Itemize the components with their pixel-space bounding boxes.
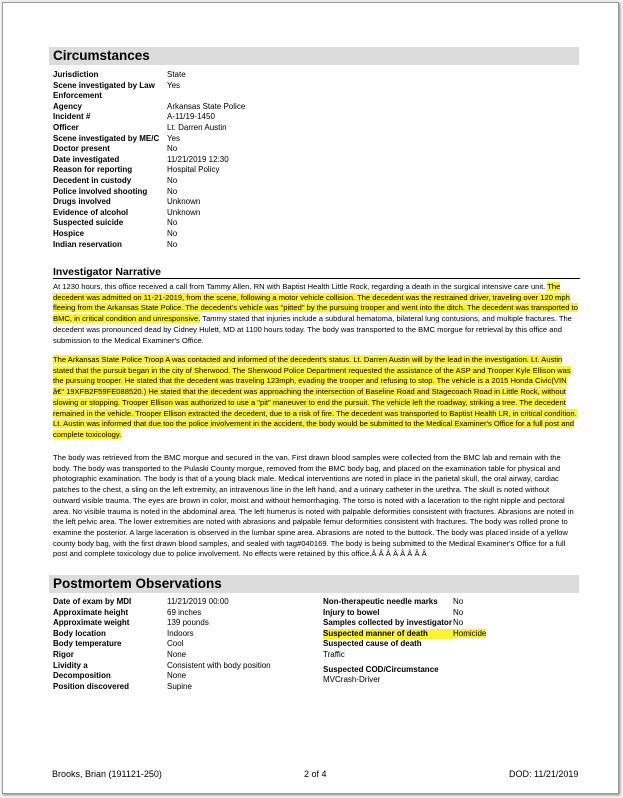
field-value: Yes (167, 80, 181, 90)
field-row (53, 197, 313, 208)
field-value: No (453, 597, 464, 606)
field-value: No (453, 607, 464, 617)
field-row (53, 671, 313, 682)
circumstances-header: Circumstances (49, 47, 579, 65)
field-row (323, 597, 573, 608)
field-label: Date investigated (53, 154, 120, 164)
field-value: No (167, 186, 178, 196)
field-label: Suspected suicide (53, 218, 124, 228)
field-label: Doctor present (53, 144, 110, 154)
field-value: Consistent with body position (167, 660, 271, 670)
field-value: No (167, 218, 178, 228)
field-row (53, 112, 313, 123)
field-row (53, 639, 313, 650)
field-value: 139 pounds (167, 618, 209, 628)
field-row (323, 665, 573, 676)
field-label: Body location (53, 628, 106, 638)
field-row (53, 650, 313, 661)
field-row (53, 661, 313, 672)
footer-decedent-name: Brooks, Brian (191121-250) (52, 769, 162, 779)
field-value: Unknown (167, 207, 201, 217)
postmortem-left-fields (53, 597, 313, 692)
field-value: 11/21/2019 00:00 (167, 597, 229, 606)
narrative-paragraph-2 (53, 355, 578, 441)
field-row (53, 155, 313, 166)
field-value: Supine (167, 681, 192, 691)
narrative-paragraph-3: The body was retrieved from the BMC morgue and secured in the van. First drawn blood samples were collected from the BMC lab and remain with the body. The body was transported to the Pulaski County morgue, removed from the BMC body bag, and placed on the examination table for physical and photographic examination. The body is that of a young black male. Medical interventions are noted in place in the parietal skull, the oral airway, cardiac patches to the chest, a sling on the left extremity, an intravenous line in the left hand, and a urinary catheter in the urethra. The skull is noted without outward visible trauma. The eyes are brown in color, moist and without hemorrhaging. The torso is noted with a laceration to the right nipple and pectoral area. No visible trauma is noted in the abdominal area. The left humerus is noted with palpable deformities consistent with fractures. Abrasions are noted in the left pelvic area. The lower extremities are noted with abrasions and palpable femur deformities consistent with fractures. The body was rolled prone to examine the posterior. A large laceration is observed in the lumbar spine area. Abrasions are noted to the buttock. The body was placed inside of a yellow county body bag, with the first drawn blood samples, and sealed with tag#040169. The body is being submitted to the Medical Examiner's Office for a full post and complete toxicology due to police involvement. No effects were retained by this office.Â Â Â Â Â Â Â Â (53, 453, 574, 559)
field-value: No (167, 228, 178, 238)
field-value: Hospital Policy (167, 165, 220, 175)
field-value: Unknown (167, 197, 201, 207)
postmortem-right-fields (323, 597, 573, 686)
circumstances-fields (53, 70, 313, 250)
field-label: Decedent in custody (53, 175, 132, 185)
field-label: Rigor (53, 649, 74, 659)
field-label: Suspected cause of death (323, 639, 422, 649)
field-label: Incident # (53, 112, 91, 122)
field-label: Body temperature (53, 639, 122, 649)
field-value: Indoors (167, 628, 194, 638)
footer-page-number: 2 of 4 (304, 769, 327, 779)
field-value: Homicide (453, 628, 487, 638)
field-row (323, 618, 573, 629)
field-row (53, 682, 313, 693)
field-value: None (167, 671, 187, 681)
field-value: A-11/19-1450 (167, 112, 215, 122)
report-page (2, 2, 619, 794)
field-label: Indian reservation (53, 239, 122, 249)
field-row (53, 187, 313, 198)
field-row (323, 650, 573, 661)
field-label: Suspected manner of death (323, 629, 453, 640)
field-value: No (453, 618, 464, 628)
field-row (323, 629, 573, 640)
field-value: No (167, 144, 178, 154)
field-value: Yes (167, 133, 181, 143)
field-row (53, 123, 313, 134)
field-label: Injury to bowel (323, 607, 380, 617)
field-row (53, 608, 313, 619)
field-row (323, 675, 573, 686)
field-label: Position discovered (53, 681, 130, 691)
field-value: Traffic (323, 649, 345, 659)
field-row (53, 81, 313, 102)
field-value: State (167, 70, 186, 79)
field-row (323, 639, 573, 650)
field-label: Lividity a (53, 660, 88, 670)
field-value: MVCrash-Driver (323, 675, 381, 685)
field-value: No (167, 239, 178, 249)
narrative-text: At 1230 hours, this office received a call from Tammy Allen, RN with Baptist Health Little Rock, regarding a death in the surgical intensive care unit. (53, 282, 548, 291)
field-row (53, 229, 313, 240)
field-value: 11/21/2019 12:30 (167, 154, 229, 164)
field-label: Hospice (53, 228, 85, 238)
field-label: Evidence of alcohol (53, 207, 129, 217)
field-label: Scene investigated by Law Enforcement (53, 80, 155, 101)
field-label: Jurisdiction (53, 70, 99, 79)
field-label: Non-therapeutic needle marks (323, 597, 438, 606)
field-row (53, 134, 313, 145)
narrative-heading: Investigator Narrative (53, 266, 580, 279)
field-row (323, 608, 573, 619)
field-label: Scene investigated by ME/C (53, 133, 160, 143)
narrative-text: Tammy stated that injuries include a subdural hematoma, bilateral lung contusions, and multiple fractures. The decedent was pronounced dead by Cidney Hulett, MD at 1100 hours today. The body was transported to the BMC morgue for retrieval by this office and submission to the Medical Examiner's Office. (53, 314, 572, 345)
field-row (53, 208, 313, 219)
field-value: None (167, 649, 187, 659)
field-value: No (167, 175, 178, 185)
field-row (53, 102, 313, 113)
footer-dod: DOD: 11/21/2019 (509, 769, 579, 779)
narrative-paragraph-1 (53, 282, 578, 346)
field-value: Cool (167, 639, 184, 649)
field-value: Arkansas State Police (167, 101, 246, 111)
field-row (53, 240, 313, 251)
field-label: Decomposition (53, 671, 111, 681)
field-row (53, 597, 313, 608)
field-value: 69 inches (167, 607, 202, 617)
field-row (53, 144, 313, 155)
field-label: Approximate height (53, 607, 129, 617)
field-row (53, 165, 313, 176)
field-row (53, 70, 313, 81)
field-label: Police involved shooting (53, 186, 148, 196)
field-label: Date of exam by MDI (53, 597, 132, 606)
field-label: Suspected COD/Circumstance (323, 664, 439, 674)
field-label: Samples collected by investigator (323, 618, 452, 628)
field-row (53, 618, 313, 629)
field-label: Reason for reporting (53, 165, 133, 175)
narrative-highlight: The Arkansas State Police Troop A was contacted and informed of the decedent's status. Lt. Darren Austin will by the lead in the investigation. Lt. Austin stated that the pursuit began in the city of Sherwood. The Sherwood Police Department requested the assistance of the ASP and Trooper Kyle Ellison was the pursuing trooper. He stated that the decedent was traveling 123mph, evading the trooper and refusing to stop. The vehicle is a 2015 Honda Civic(VIN â€“ 19XFB2F59FE088520.) He stated that the decedent was approaching the intersection of Baseline Road and Stagecoach Road in Little Rock, without slowing or stopping. Trooper Ellison was authorized to use a "pit" maneuver to end the pursuit. The vehicle left the roadway, striking a tree. The decedent remained in the vehicle. Trooper Ellison extracted the decedent, due to a risk of fire. The decedent was transported to Baptist Health LR, in critical condition. Lt. Austin was informed that due too the police involvement in the accident, the body would be submitted to the Medical Examiner's Office for a full post and complete toxicology. (53, 355, 577, 439)
field-row (53, 629, 313, 640)
field-value: Lt. Darren Austin (167, 122, 227, 132)
postmortem-header: Postmortem Observations (49, 575, 579, 593)
field-label: Agency (53, 101, 82, 111)
field-label: Drugs involved (53, 197, 111, 207)
field-label: Approximate weight (53, 618, 130, 628)
field-row (53, 176, 313, 187)
field-row (53, 218, 313, 229)
field-label: Officer (53, 122, 79, 132)
narrative-highlight: The decedent was admitted on 11-21-2019, from the scene, following a motor vehicle collision. The decedent was the restrained driver, traveling over 120 mph fleeing from the Arkansas State Police. The decedent's vehicle was "pitted" by the pursuing trooper and went into the ditch. The decedent was transported to BMC, in critical condition and unresponsive. (53, 282, 578, 324)
